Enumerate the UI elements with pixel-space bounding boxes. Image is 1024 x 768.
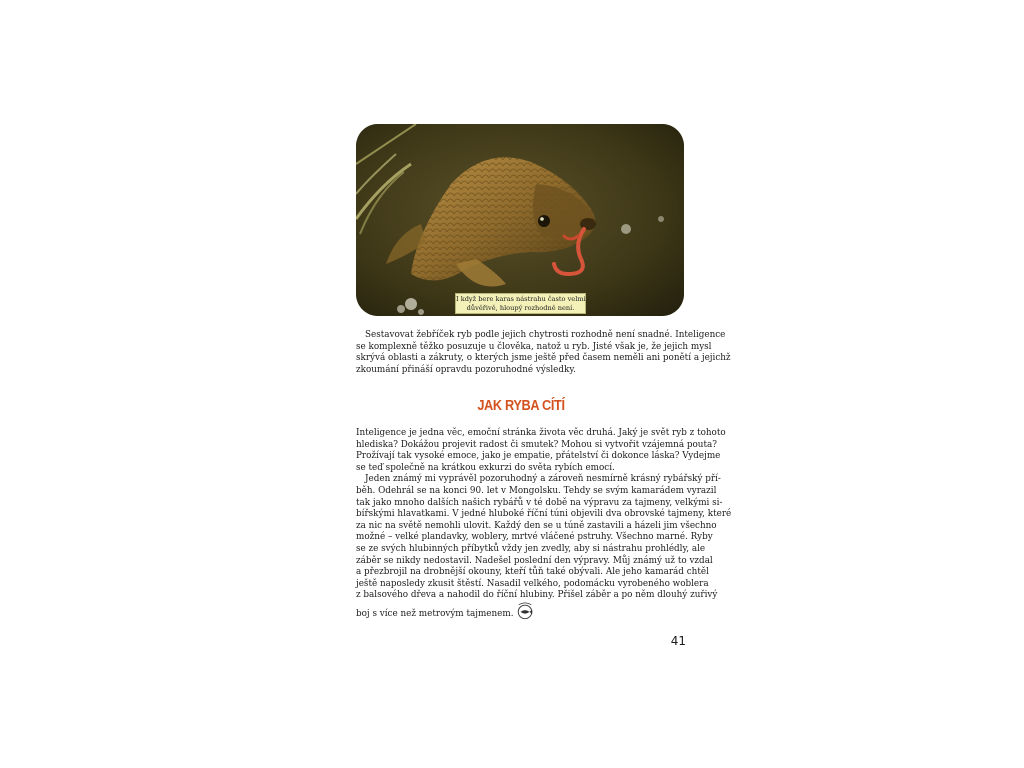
- paragraph2-line: boj s více než metrovým tajmenem.: [356, 608, 514, 619]
- paragraph1-line: se teď společně na krátkou exkurzi do světa rybích emocí.: [356, 462, 615, 473]
- paragraph2-line: bířskými hlavatkami. V jedné hluboké říční túni objevili dva obrovské tajmeny, které: [356, 509, 732, 520]
- intro-line: skrývá oblasti a zákruty, o kterých jsme ještě před časem neměli ani ponětí a jejichž: [356, 353, 731, 364]
- paragraph2-line: možné – velké plandavky, woblery, mrtvé vláčené pstruhy. Všechno marné. Ryby: [356, 532, 713, 543]
- end-mark-icon: [516, 602, 534, 620]
- paragraph2-line: se ze svých hlubinných příbytků vždy jen zvedly, aby si nástrahu prohlédly, ale: [356, 543, 706, 554]
- caption-line-2: důvěřivě, hloupý rozhodně není.: [466, 303, 575, 312]
- paragraph1-line: Inteligence je jedna věc, emoční stránka života věc druhá. Jaký je svět ryb z tohoto: [356, 428, 726, 438]
- carp-illustration: [356, 124, 684, 316]
- intro-line: se komplexně těžko posuzuje u člověka, natož u ryb. Jisté však je, že jejich mysl: [356, 341, 712, 352]
- carp-photo: [356, 124, 684, 316]
- intro-line: Sestavovat žebříček ryb podle jejich chytrosti rozhodně není snadné. Inteligence: [365, 330, 726, 340]
- paragraph2-line: ještě naposledy zkusit štěstí. Nasadil velkého, podomácku vyrobeného woblera: [356, 578, 709, 589]
- paragraph2-line: a přezbrojil na drobnější okouny, kteří tůň také obývali. Ale jeho kamarád chtěl: [356, 567, 709, 578]
- section-heading: JAK RYBA CÍTÍ: [477, 398, 565, 414]
- paragraph1-line: Prožívají tak vysoké emoce, jako je empatie, přátelství či dokonce láska? Vydejme: [356, 451, 721, 462]
- body-text: [356, 428, 732, 619]
- paragraph2-line: záběr se nikdy nedostavil. Nadešel poslední den výpravy. Můj známý už to vzdal: [356, 555, 713, 566]
- paragraph2-line: tak jako mnoho dalších našich rybářů v té době na výpravu za tajmeny, velkými si-: [356, 497, 723, 508]
- paragraph2-last-line: [356, 602, 686, 619]
- paragraph1-line: hlediska? Dokážou projevit radost či smutek? Mohou si vytvořit vzájemná pouta?: [356, 439, 717, 450]
- paragraph2-line: běh. Odehrál se na konci 90. let v Mongolsku. Tehdy se svým kamarádem vyrazil: [356, 485, 717, 496]
- paragraph2-line: za nic na světě nemohli ulovit. Každý den se u túně zastavili a házeli jim všechno: [356, 520, 717, 531]
- intro-line: zkoumání přináší opravdu pozoruhodné výsledky.: [356, 364, 576, 375]
- page-number: 41: [670, 634, 686, 648]
- paragraph2-line: Jeden známý mi vyprávěl pozoruhodný a zároveň nesmírně krásný rybářský pří-: [365, 474, 721, 485]
- caption-line-1: I když bere karas nástrahu často velmi: [456, 295, 586, 303]
- photo-caption: [455, 293, 586, 314]
- intro-paragraph: [356, 330, 731, 376]
- paragraph2-line: z balsového dřeva a nahodil do říční hlubiny. Přišel záběr a po něm dlouhý zuřivý: [356, 590, 718, 601]
